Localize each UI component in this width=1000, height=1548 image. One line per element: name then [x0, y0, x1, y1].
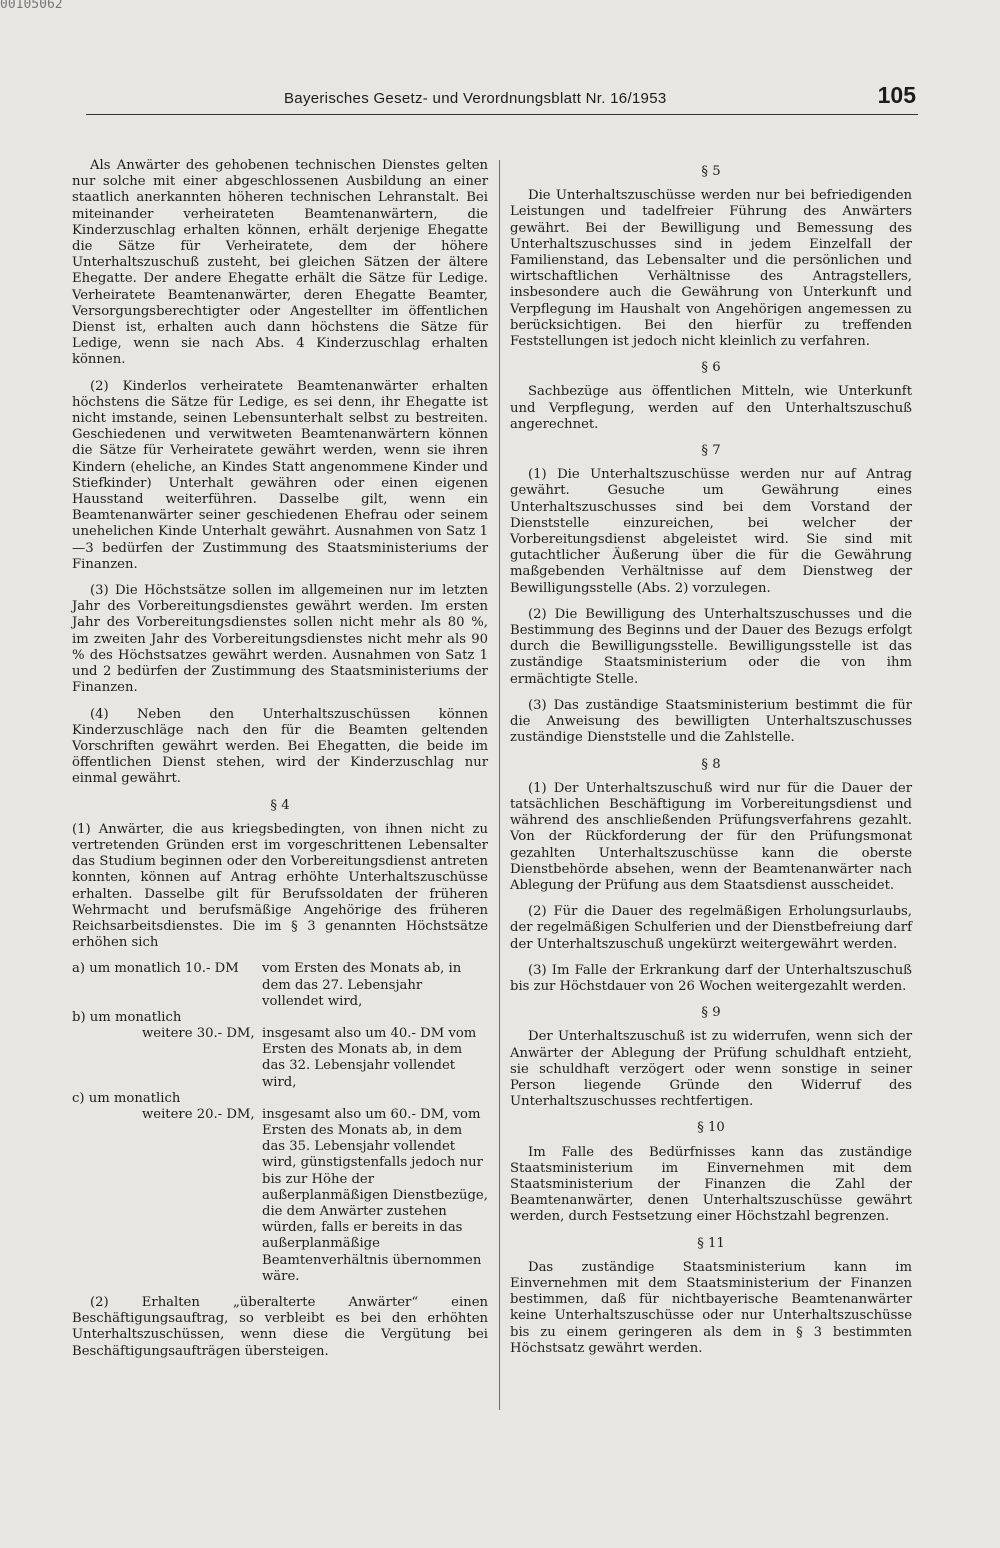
paragraph: (2) Für die Dauer des regelmäßigen Erholungsurlaubs, der regelmäßigen Schulferien und der Dienstbefreiung darf der Unterhaltszuschuß ungekürzt weitergewährt werden. — [510, 904, 912, 952]
paragraph: Im Falle des Bedürfnisses kann das zuständige Staatsministerium im Einvernehmen mit dem Staatsministerium der Finanzen die Zahl der Beamtenanwärter, denen Unterhaltszuschüsse gewährt werden, durch Festsetzung einer Höchstzahl begrenzen. — [510, 1144, 912, 1225]
list-item — [72, 1091, 488, 1285]
right-column — [510, 158, 912, 1367]
section-heading: § 8 — [701, 756, 721, 772]
list-item — [72, 961, 488, 1010]
section-heading: § 6 — [701, 360, 721, 376]
paragraph: (3) Im Falle der Erkrankung darf der Unterhaltszuschuß bis zur Höchstdauer von 26 Wochen weitergezahlt werden. — [510, 962, 912, 994]
list-item-lead: weitere 20.- DM, — [142, 1106, 255, 1122]
paragraph: Sachbezüge aus öffentlichen Mitteln, wie Unterkunft und Verpflegung, werden auf den Unterhaltszuschuß angerechnet. — [510, 384, 912, 432]
paragraph: (1) Anwärter, die aus kriegsbedingten, von ihnen nicht zu vertretenden Gründen erst im vorgeschrittenen Lebensalter das Studium beginnen oder den Vorbereitungsdienst antreten konnten, können auf Antrag erhöhte Unterhaltszuschüsse erhalten. Dasselbe gilt für Berufssoldaten der früheren Wehrmacht und berufsmäßige Angehörige des früheren Reichsarbeitsdienstes. Die im § 3 genannten Höchstsätze erhöhen sich — [72, 821, 488, 951]
paragraph: Der Unterhaltszuschuß ist zu widerrufen, wenn sich der Anwärter der Ablegung der Prüfung schuldhaft entzieht, sie schuldhaft verzögert oder wenn sonstige in seiner Person liegende Gründe den Widerruf des Unterhaltszuschusses rechtfertigen. — [510, 1029, 912, 1110]
page-number: 105 — [877, 82, 916, 108]
section-heading: § 5 — [701, 164, 721, 179]
section-heading: § 11 — [697, 1235, 725, 1251]
page-header — [86, 82, 918, 122]
paragraph: (3) Das zuständige Staatsministerium bestimmt die für die Anweisung des bewilligten Unterhaltszuschusses zuständige Dienststelle und die Zahlstelle. — [510, 697, 912, 746]
section-heading: § 10 — [697, 1120, 725, 1136]
list-item-lead: weitere 30.- DM, — [142, 1026, 255, 1042]
list-item-body: insgesamt also um 60.- DM, vom Ersten des Monats ab, in dem das 35. Lebensjahr vollendet wird, günstigstenfalls jedoch nur bis zur Höhe der außerplanmäßigen Dienstbezüge, die dem Anwärter zustehen würden, falls er bereits in das außerplanmäßige Beamtenverhältnis übernommen wäre. — [262, 1106, 488, 1284]
list-item-lead: b) um monatlich — [72, 1009, 182, 1025]
paragraph: (2) Erhalten „überalterte Anwärter“ einen Beschäftigungsauftrag, so verbleibt es bei den erhöhten Unterhaltszuschüssen, wenn diese die Vergütung bei Beschäftigungsaufträgen übersteigen. — [72, 1295, 488, 1359]
section-heading: § 4 — [270, 797, 290, 813]
list-item — [72, 1010, 488, 1091]
increase-list — [72, 961, 488, 1285]
paragraph: Die Unterhaltszuschüsse werden nur bei befriedigenden Leistungen und tadelfreier Führung des Anwärters gewährt. Bei der Bewilligung und Bemessung des Unterhaltszuschusses sind in jedem Einzelfall der Familienstand, das Lebensalter und die persönlichen und wirtschaftlichen Verhältnisse des Antragstellers, insbesondere auch die Gewährung von Unterkunft und Verpflegung im Haushalt von Angehörigen angemessen zu berücksichtigen. Bei den hierfür zu treffenden Feststellungen ist jedoch nicht kleinlich zu verfahren. — [510, 188, 912, 350]
paragraph: (2) Die Bewilligung des Unterhaltszuschusses und die Bestimmung des Beginns und der Dauer des Bezugs erfolgt durch die Bewilligungsstelle. Bewilligungsstelle ist das zuständige Staatsministerium oder die von ihm ermächtigte Stelle. — [510, 606, 912, 687]
paragraph: Als Anwärter des gehobenen technischen Dienstes gelten nur solche mit einer abgeschlossenen Ausbildung an einer staatlich anerkannten höheren technischen Lehranstalt. Bei miteinander verheirateten Beamtenanwärtern, die Kinderzuschlag erhalten können, erhält derjenige Ehegatte die Sätze für Verheiratete, dem der höhere Unterhaltszuschuß zusteht, bei gleichen Sätzen der ältere Ehegatte. Der andere Ehegatte erhält die Sätze für Ledige. Verheiratete Beamtenanwärter, deren Ehegatte Beamter, Versorgungsberechtigter oder Angestellter im öffentlichen Dienst ist, erhalten auch dann höchstens die Sätze für Ledige, wenn sie nach Abs. 4 Kinderzuschlag erhalten können. — [72, 158, 488, 368]
list-item-body: insgesamt also um 40.- DM vom Ersten des Monats ab, in dem das 32. Lebensjahr vollendet wird, — [262, 1025, 477, 1090]
paragraph: (2) Kinderlos verheiratete Beamtenanwärter erhalten höchstens die Sätze für Ledige, es sei denn, ihr Ehegatte ist nicht imstande, seinen Lebensunterhalt selbst zu bestreiten. Geschiedenen und verwitweten Beamtenanwärtern können die Sätze für Verheiratete gewährt werden, wenn sie ihren Kindern (eheliche, an Kindes Statt angenommene Kinder und Stiefkinder) Unterhalt gewähren oder einen eigenen Hausstand weiterführen. Dasselbe gilt, wenn ein Beamtenanwärter seiner geschiedenen Ehefrau oder seinem unehelichen Kinde Unterhalt gewährt. Ausnahmen von Satz 1—3 bedürfen der Zustimmung des Staatsministeriums der Finanzen. — [72, 378, 488, 572]
left-column — [72, 158, 488, 1370]
gazette-title: Bayerisches Gesetz- und Verordnungsblatt Nr. 16/1953 — [284, 90, 667, 107]
list-item-lead: c) um monatlich — [72, 1090, 181, 1106]
paragraph: (1) Der Unterhaltszuschuß wird nur für die Dauer der tatsächlichen Beschäftigung im Vorbereitungsdienst und während des anschließenden Prüfungsverfahrens gezahlt. Von der Rückforderung der für den Prüfungsmonat gezahlten Unterhaltszuschüsse kann die oberste Dienstbehörde absehen, wenn der Beamtenanwärter nach Ablegung der Prüfung aus dem Staatsdienst ausscheidet. — [510, 780, 912, 893]
paragraph: (3) Die Höchstsätze sollen im allgemeinen nur im letzten Jahr des Vorbereitungsdienstes gewährt werden. Im ersten Jahr des Vorbereitungsdienstes sollen nicht mehr als 80 %, im zweiten Jahr des Vorbereitungsdienstes nicht mehr als 90 % des Höchstsatzes gewährt werden. Ausnahmen von Satz 1 und 2 bedürfen der Zustimmung des Staatsministeriums der Finanzen. — [72, 583, 488, 696]
paragraph: Das zuständige Staatsministerium kann im Einvernehmen mit dem Staatsministerium der Finanzen bestimmen, daß für nichtbayerische Beamtenanwärter keine Unterhaltszuschüsse oder nur Unterhaltszuschüsse bis zu einem geringeren als dem in § 3 bestimmten Höchstsatz gewährt werden. — [510, 1259, 912, 1356]
header-rule — [86, 114, 918, 115]
list-item-lead: a) um monatlich 10.- DM — [72, 961, 239, 977]
section-heading: § 7 — [701, 443, 721, 459]
paragraph: (4) Neben den Unterhaltszuschüssen können Kinderzuschläge nach den für die Beamten geltenden Vorschriften gewährt werden. Bei Ehegatten, die beide im öffentlichen Dienst stehen, wird der Kinderzuschlag nur einmal gewährt. — [72, 706, 488, 787]
column-divider — [499, 160, 500, 1410]
paragraph: (1) Die Unterhaltszuschüsse werden nur auf Antrag gewährt. Gesuche um Gewährung eines Unterhaltszuschusses sind bei dem Vorstand der Dienststelle einzureichen, bei welcher der Vorbereitungsdienst abgeleistet wird. Sie sind mit gutachtlicher Äußerung über die für die Gewährung maßgebenden Verhältnisse auf dem Dienstweg der Bewilligungsstelle (Abs. 2) vorzulegen. — [510, 467, 912, 596]
archive-stamp: 00105062 — [0, 0, 63, 12]
list-item-body: vom Ersten des Monats ab, in dem das 27. Lebensjahr vollendet wird, — [262, 961, 462, 1009]
section-heading: § 9 — [701, 1005, 721, 1021]
